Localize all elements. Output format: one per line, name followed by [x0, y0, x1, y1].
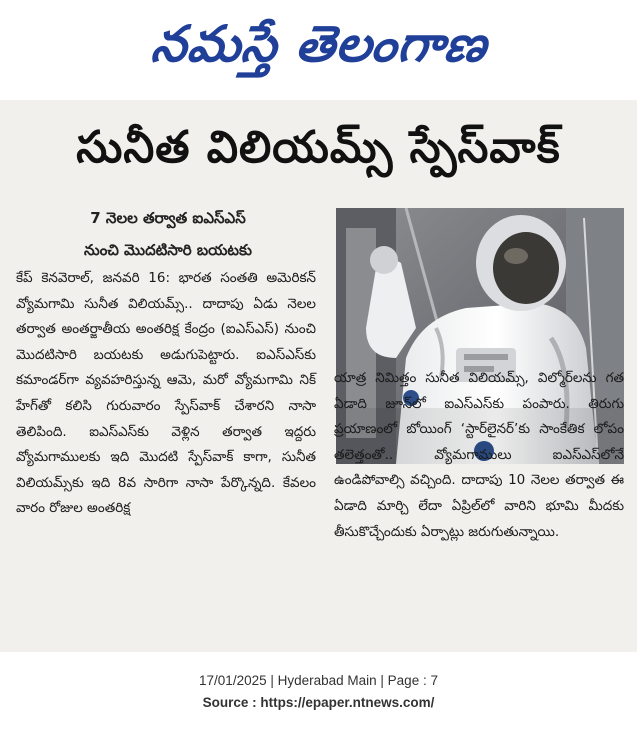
masthead — [0, 0, 637, 100]
footer-date-edition-page: 17/01/2025 | Hyderabad Main | Page : 7 — [199, 673, 438, 688]
footer — [0, 652, 637, 732]
subhead-line-2: నుంచి మొదటిసారి బయటకు — [84, 241, 252, 259]
article-body-right-column — [334, 366, 624, 545]
newspaper-logo: నమస్తే తెలంగాణ — [148, 14, 491, 73]
article-body-left-column — [16, 266, 316, 522]
article-body-left-text: కేప్ కెనవెరాల్, జనవరి 16: భారత సంతతి అమెరికన్ వ్యోమగామి సునీత విలియమ్స్.. దాదాపు ఏడు నెలల తర్వాత అంతర్జాతీయ అంతరిక్ష కేంద్రం (ఐఎస్ఎస్) నుంచి మొదటిసారి బయటకు అడుగుపెట్టారు. ఐఎస్ఎస్‌కు కమాండర్‌గా వ్యవహరిస్తున్న ఆమె, మరో వ్యోమగామి నిక్ హేగ్‌తో కలిసి గురువారం స్పేస్‌వాక్ చేశారని నాసా తెలిపింది. ఐఎస్ఎస్‌కు వెళ్లిన తర్వాత ఇద్దరు వ్యోమగాములకు ఇది మొదటి స్పేస్‌వాక్ కాగా, సునీత విలియమ్స్‌కు ఇది 8వ సారిగా నాసా పేర్కొన్నది. కేవలం వారం రోజుల అంతరిక్ష — [16, 270, 316, 517]
subhead-line-1: 7 నెలల తర్వాత ఐఎస్ఎస్ — [90, 209, 246, 227]
footer-source-link[interactable]: Source : https://epaper.ntnews.com/ — [202, 695, 435, 710]
article-clipping — [0, 100, 637, 652]
article-headline: సునీత విలియమ్స్ స్పేస్‌వాక్ — [76, 122, 561, 173]
article-subhead — [18, 202, 318, 266]
article-body-right-text: యాత్ర నిమిత్తం సునీత విలియమ్స్, విల్మోర్‌లను గత ఏడాది జూన్‌లో ఐఎస్ఎస్‌కు పంపారు. తిరుగు ప్రయాణంలో బోయింగ్ ‘స్టార్‌లైనర్’కు సాంకేతిక లోపం తలెత్తంతో.. వ్యోమగాములు ఐఎస్ఎస్‌లోనే ఉండిపోవాల్సి వచ్చింది. దాదాపు 10 నెలల తర్వాత ఈ ఏడాది మార్చి లేదా ఏప్రిల్‌లో వారిని భూమి మీదకు తీసుకొచ్చేందుకు ఏర్పాట్లు జరుగుతున్నాయి. — [334, 370, 624, 540]
